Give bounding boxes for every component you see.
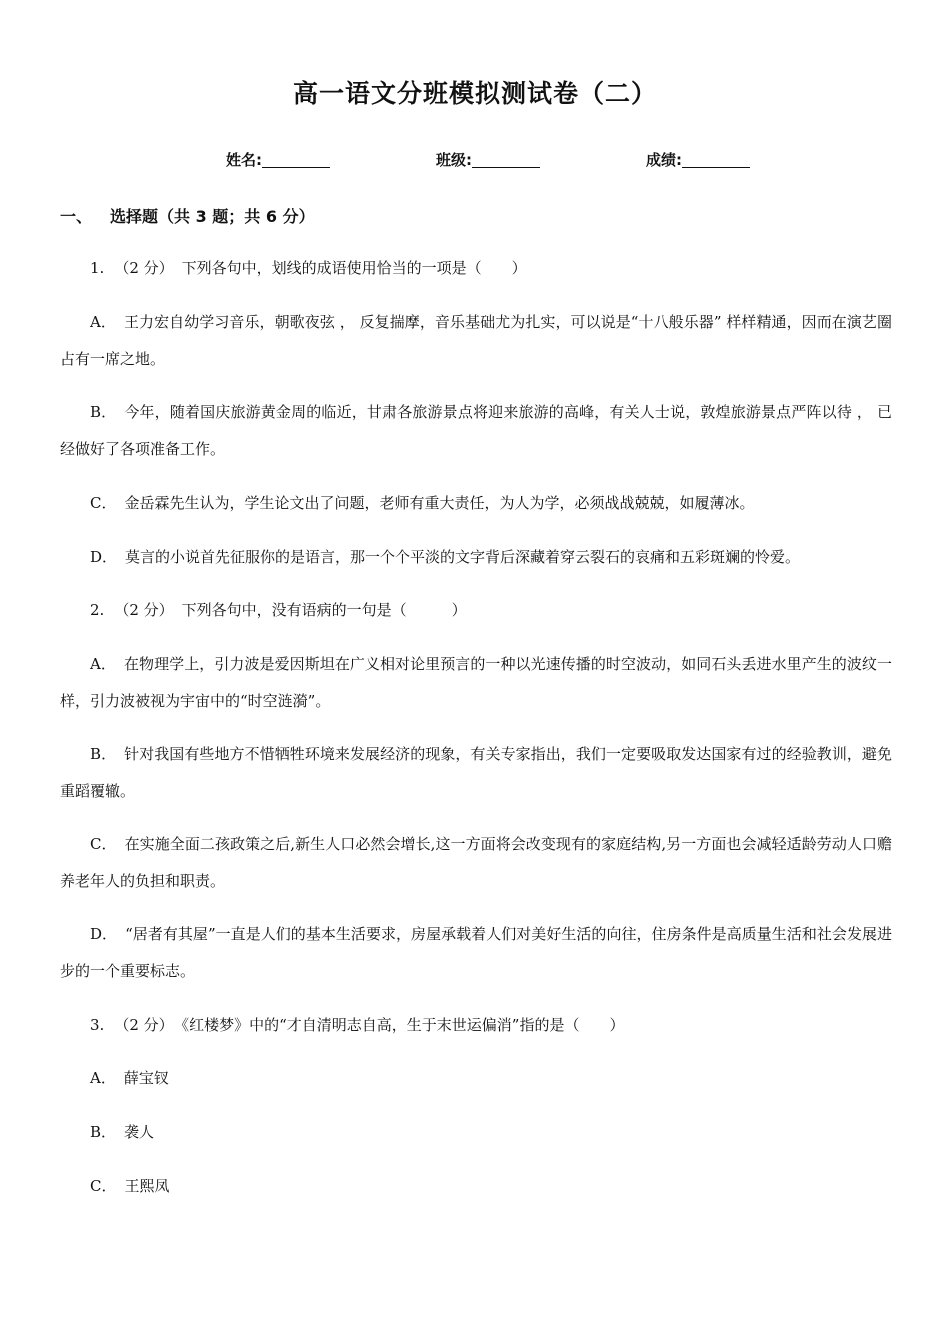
option-text: 在实施全面二孩政策之后,新生人口必然会增长,这一方面将会改变现有的家庭结构,另一方面也会减轻适龄劳动人口赡养老年人的负担和职责。: [60, 835, 893, 890]
option-label: B．: [90, 403, 117, 421]
name-field: [226, 149, 330, 170]
question-number: 3.: [90, 1016, 105, 1034]
option-text: 在物理学上，引力波是爱因斯坦在广义相对论里预言的一种以光速传播的时空波动，如同石头丢进水里产生的波纹一样，引力波被视为宇宙中的“时空涟漪”。: [60, 655, 892, 710]
option-text: 袭人: [124, 1123, 155, 1141]
option-item: [90, 1176, 170, 1196]
option-label: B．: [90, 1123, 117, 1141]
question-text: 下列各句中，没有语病的一句是（ ）: [181, 601, 467, 619]
section-heading: [60, 204, 315, 227]
option-item: [60, 736, 892, 810]
option-text: 王熙凤: [124, 1177, 170, 1195]
option-label: D．: [90, 548, 118, 566]
name-label: 姓名:: [226, 151, 262, 169]
option-item: [90, 493, 755, 513]
option-item: [90, 1068, 169, 1088]
question-stem: [90, 1015, 624, 1035]
question-number: 1.: [90, 259, 105, 277]
class-label: 班级:: [436, 151, 472, 169]
option-label: C．: [90, 835, 117, 853]
page-title: 高一语文分班模拟测试卷（二）: [292, 79, 657, 108]
question-text: 下列各句中，划线的成语使用恰当的一项是（ ）: [181, 259, 527, 277]
question-score: （2 分）: [114, 259, 174, 277]
option-text: 王力宏自幼学习音乐，朝歌夜弦 ， 反复揣摩，音乐基础尤为扎实，可以说是“十八般乐器” 样样精通，因而在演艺圈占有一席之地。: [60, 313, 892, 368]
question-stem: [90, 600, 467, 620]
option-text: 薛宝钗: [123, 1069, 169, 1087]
option-label: A．: [90, 655, 116, 673]
section-number: 一、: [60, 207, 93, 226]
option-label: C．: [90, 494, 117, 512]
option-item: [60, 304, 892, 378]
option-text: 今年，随着国庆旅游黄金周的临近，甘肃各旅游景点将迎来旅游的高峰，有关人士说，敦煌旅游景点严阵以待 ， 已经做好了各项准备工作。: [60, 403, 892, 458]
option-item: [90, 1122, 154, 1142]
score-label: 成绩:: [646, 151, 682, 169]
section-title: 选择题（共 3 题；共 6 分）: [110, 207, 315, 226]
class-blank: [472, 152, 540, 168]
option-label: A．: [90, 313, 116, 331]
name-blank: [262, 152, 330, 168]
score-field: [646, 149, 750, 170]
option-item: [60, 916, 892, 990]
option-item: [60, 646, 892, 720]
question-score: （2 分）: [114, 1016, 174, 1034]
question-score: （2 分）: [114, 601, 174, 619]
class-field: [436, 149, 540, 170]
option-label: A．: [90, 1069, 116, 1087]
option-label: B．: [90, 745, 117, 763]
option-text: 针对我国有些地方不惜牺牲环境来发展经济的现象，有关专家指出，我们一定要吸取发达国家有过的经验教训，避免重蹈覆辙。: [60, 745, 892, 800]
option-item: [60, 826, 892, 900]
option-item: [90, 547, 800, 567]
option-text: 莫言的小说首先征服你的是语言，那一个个平淡的文字背后深藏着穿云裂石的哀痛和五彩斑斓的怜爱。: [125, 548, 801, 566]
option-label: D．: [90, 925, 118, 943]
score-blank: [682, 152, 750, 168]
question-text: 《红楼梦》中的“才自清明志自高，生于末世运偏消”指的是（ ）: [181, 1016, 625, 1034]
question-stem: [90, 258, 527, 278]
option-label: C．: [90, 1177, 117, 1195]
option-text: “居者有其屋”一直是人们的基本生活要求，房屋承载着人们对美好生活的向往，住房条件是高质量生活和社会发展进步的一个重要标志。: [60, 925, 892, 980]
question-number: 2.: [90, 601, 105, 619]
option-item: [60, 394, 892, 468]
option-text: 金岳霖先生认为，学生论文出了问题，老师有重大责任，为人为学，必须战战兢兢，如履薄冰。: [124, 494, 755, 512]
